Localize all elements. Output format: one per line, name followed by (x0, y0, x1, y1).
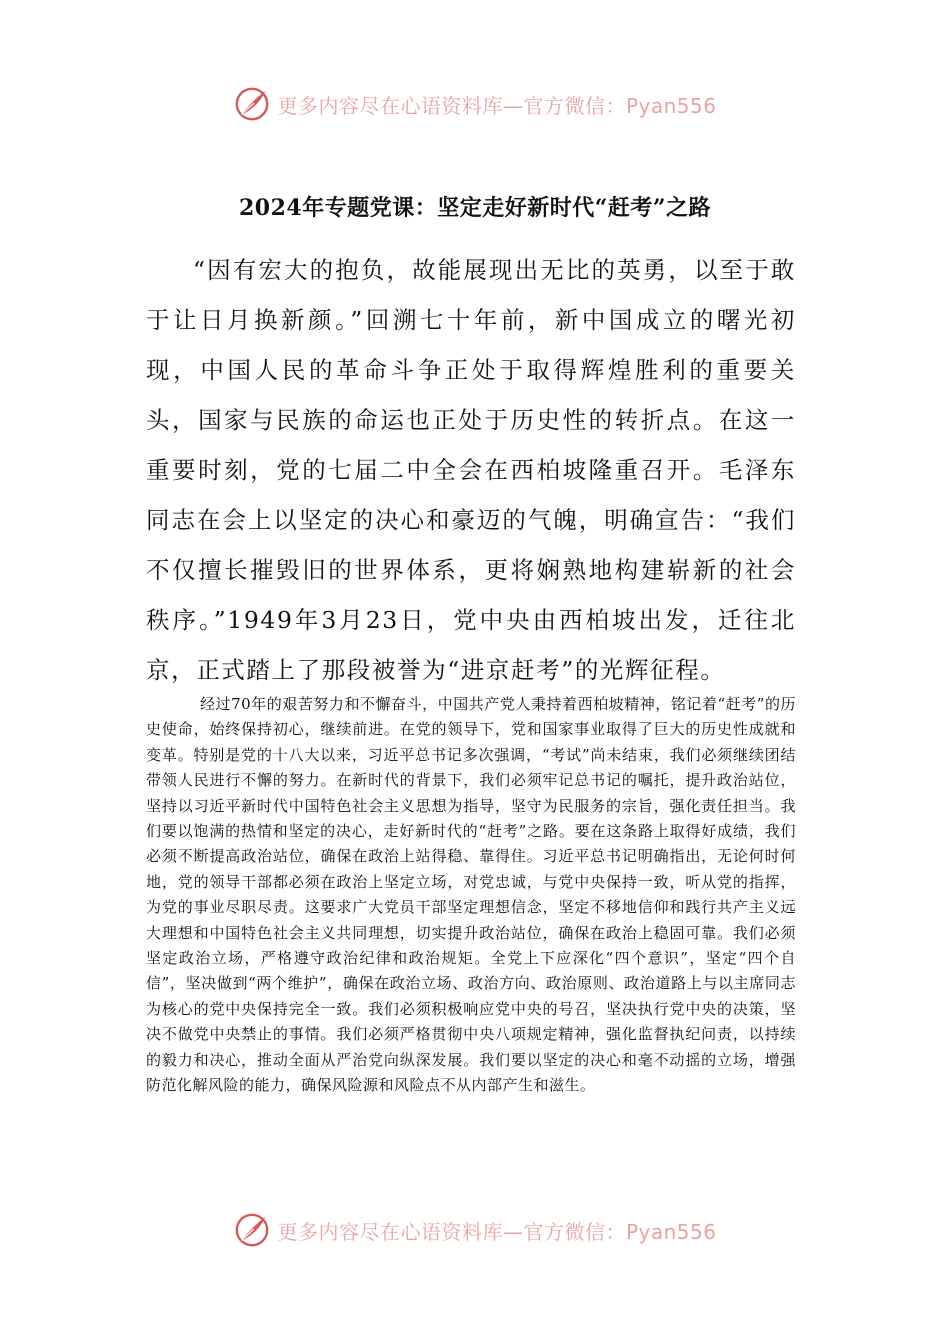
paragraph-body: 经过70年的艰苦努力和不懈奋斗，中国共产党人秉持着西柏坡精神，铭记着“赶考”的历史使命，始终保持初心，继续前进。在党的领导下，党和国家事业取得了巨大的历史性成就和变革。特别是党的十八大以来，习近平总书记多次强调，“考试”尚未结束，我们必须继续团结带领人民进行不懈的努力。在新时代的背景下，我们必须牢记总书记的嘱托，提升政治站位，坚持以习近平新时代中国特色社会主义思想为指导，坚守为民服务的宗旨，强化责任担当。我们要以饱满的热情和坚定的决心，走好新时代的“赶考”之路。要在这条路上取得好成绩，我们必须不断提高政治站位，确保在政治上站得稳、靠得住。习近平总书记明确指出，无论何时何地，党的领导干部都必须在政治上坚定立场，对党忠诚，与党中央保持一致，听从党的指挥，为党的事业尽职尽责。这要求广大党员干部坚定理想信念，坚定不移地信仰和践行共产主义远大理想和中国特色社会主义共同理想，切实提升政治站位，确保在政治上稳固可靠。我们必须坚定政治立场，严格遵守政治纪律和政治规矩。全党上下应深化“四个意识”，坚定“四个自信”，坚决做到“两个维护”，确保在政治立场、政治方向、政治原则、政治道路上与以主席同志为核心的党中央保持完全一致。我们必须积极响应党中央的号召，坚决执行党中央的决策，坚决不做党中央禁止的事情。我们必须严格贯彻中央八项规定精神，强化监督执纪问责，以持续的毅力和决心，推动全面从严治党向纵深发展。我们要以坚定的决心和毫不动摇的立场，增强防范化解风险的能力，确保风险源和风险点不从内部产生和滋生。 (146, 695, 796, 1095)
document-title: 2024年专题党课：坚定走好新时代“赶考”之路 (238, 194, 712, 221)
watermark-header (0, 82, 950, 126)
watermark-text: 更多内容尽在心语资料库—官方微信：Pyan556 (277, 1219, 717, 1244)
watermark-footer (0, 1208, 950, 1252)
paragraph-intro: “因有宏大的抱负，故能展现出无比的英勇，以至于敢于让日月换新颜。”回溯七十年前，新中国成立的曙光初现，中国人民的革命斗争正处于取得辉煌胜利的重要关头，国家与民族的命运也正处于历史性的转折点。在这一重要时刻，党的七届二中全会在西柏坡隆重召开。毛泽东同志在会上以坚定的决心和豪迈的气魄，明确宣告：“我们不仅擅长摧毁旧的世界体系，更将娴熟地构建崭新的社会秩序。”1949年3月23日，党中央由西柏坡出发，迁往北京，正式踏上了那段被誉为“进京赶考”的光辉征程。 (146, 256, 796, 684)
quill-logo-icon (233, 1211, 271, 1249)
quill-logo-icon (233, 85, 271, 123)
watermark-text: 更多内容尽在心语资料库—官方微信：Pyan556 (277, 93, 717, 118)
